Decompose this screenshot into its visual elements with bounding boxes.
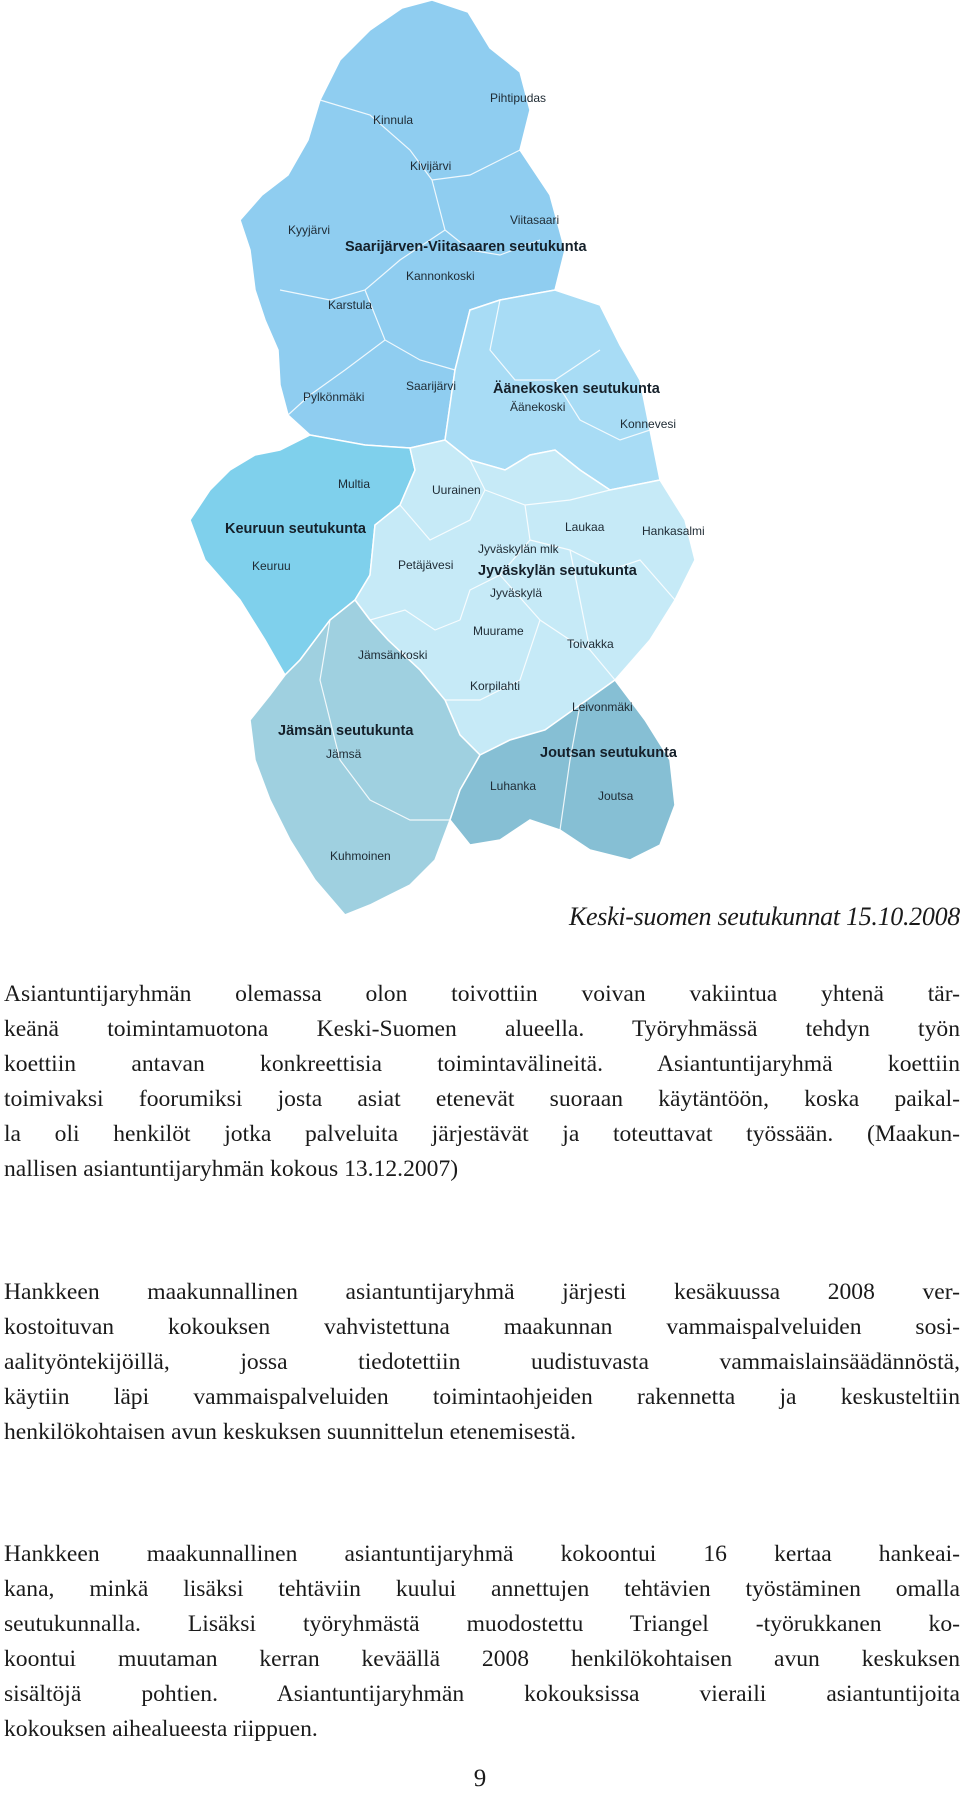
page-number: 9 [473, 1765, 487, 1792]
label-saarijarvi: Saarijärvi [406, 379, 457, 393]
paragraph-line: nallisen asiantuntijaryhmän kokous 13.12.2007) [4, 1156, 459, 1182]
label-konnevesi: Konnevesi [620, 417, 677, 431]
paragraph-line: koettiin antavan konkreettisia toimintavälineitä. Asiantuntijaryhmä koettiin [4, 1051, 960, 1077]
label-kinnula: Kinnula [373, 113, 414, 127]
label-jyvaskylan-mlk: Jyväskylän mlk [478, 542, 559, 556]
label-region-jyvaskyla: Jyväskylän seutukunta [478, 563, 637, 579]
label-region-joutsa: Joutsan seutukunta [540, 745, 677, 761]
paragraph-line: seutukunnalla. Lisäksi työryhmästä muodostettu Triangel -työrukkanen ko- [4, 1611, 960, 1637]
paragraph-1 [4, 977, 960, 1187]
label-laukaa: Laukaa [565, 520, 605, 534]
label-leivonmaki: Leivonmäki [572, 700, 633, 714]
label-uurainen: Uurainen [432, 483, 481, 497]
region-map [170, 0, 730, 925]
paragraph-line: keänä toimintamuotona Keski-Suomen alueella. Työryhmässä tehdyn työn [4, 1016, 960, 1042]
label-kannonkoski: Kannonkoski [406, 269, 475, 283]
label-pylkonmaki: Pylkönmäki [303, 390, 365, 404]
region-map-svg [170, 0, 730, 925]
label-kuhmoinen: Kuhmoinen [330, 849, 391, 863]
label-muurame: Muurame [473, 624, 524, 638]
label-jamsankoski: Jämsänkoski [358, 648, 428, 662]
label-karstula: Karstula [328, 298, 373, 312]
label-region-jamsa: Jämsän seutukunta [278, 723, 414, 739]
paragraph-line: henkilökohtaisen avun keskuksen suunnittelun etenemisestä. [4, 1419, 577, 1445]
label-luhanka: Luhanka [490, 779, 537, 793]
label-jamsa: Jämsä [326, 747, 362, 761]
label-pihtipudas: Pihtipudas [490, 91, 547, 105]
label-aanekoski: Äänekoski [510, 400, 566, 414]
paragraph-line: aalityöntekijöillä, jossa tiedotettiin uudistuvasta vammaislainsäädännöstä, [4, 1349, 960, 1375]
label-region-aanekoski: Äänekosken seutukunta [493, 381, 660, 397]
label-multia: Multia [338, 477, 371, 491]
paragraph-line: Hankkeen maakunnallinen asiantuntijaryhmä kokoontui 16 kertaa hankeai- [4, 1541, 960, 1567]
paragraph-line: Asiantuntijaryhmän olemassa olon toivottiin voivan vakiintua yhtenä tär- [4, 981, 960, 1007]
paragraph-line: kokouksen aihealueesta riippuen. [4, 1716, 318, 1742]
paragraph-3 [4, 1537, 960, 1747]
label-kyyjarvi: Kyyjärvi [288, 223, 331, 237]
label-region-saarijarvi-viitasaari: Saarijärven-Viitasaaren seutukunta [345, 239, 587, 255]
label-viitasaari: Viitasaari [510, 213, 560, 227]
label-kivijarvi: Kivijärvi [410, 159, 452, 173]
paragraph-line: koontui muutaman kerran keväällä 2008 henkilökohtaisen avun keskuksen [4, 1646, 960, 1672]
paragraph-line: sisältöjä pohtien. Asiantuntijaryhmän kokouksissa vieraili asiantuntijoita [4, 1681, 960, 1707]
paragraph-line: la oli henkilöt jotka palveluita järjestävät ja toteuttavat työssään. (Maakun- [4, 1121, 960, 1147]
label-keuruu: Keuruu [252, 559, 291, 573]
label-hankasalmi: Hankasalmi [642, 524, 705, 538]
paragraph-line: kana, minkä lisäksi tehtäviin kuului annettujen tehtävien työstäminen omalla [4, 1576, 960, 1602]
label-petajavesi: Petäjävesi [398, 558, 454, 572]
paragraph-2 [4, 1275, 960, 1450]
paragraph-line: toimivaksi foorumiksi josta asiat etenevät suoraan käytäntöön, koska paikal- [4, 1086, 960, 1112]
label-toivakka: Toivakka [567, 637, 614, 651]
label-korpilahti: Korpilahti [470, 679, 521, 693]
label-jyvaskyla: Jyväskylä [490, 586, 543, 600]
label-region-keuruu: Keuruun seutukunta [225, 521, 366, 537]
paragraph-line: kostoituvan kokouksen vahvistettuna maakunnan vammaispalveluiden sosi- [4, 1314, 960, 1340]
figure-caption: Keski-suomen seutukunnat 15.10.2008 [568, 902, 960, 931]
label-joutsa: Joutsa [598, 789, 634, 803]
paragraph-line: käytiin läpi vammaispalveluiden toimintaohjeiden rakennetta ja keskusteltiin [4, 1384, 960, 1410]
paragraph-line: Hankkeen maakunnallinen asiantuntijaryhmä järjesti kesäkuussa 2008 ver- [4, 1279, 960, 1305]
